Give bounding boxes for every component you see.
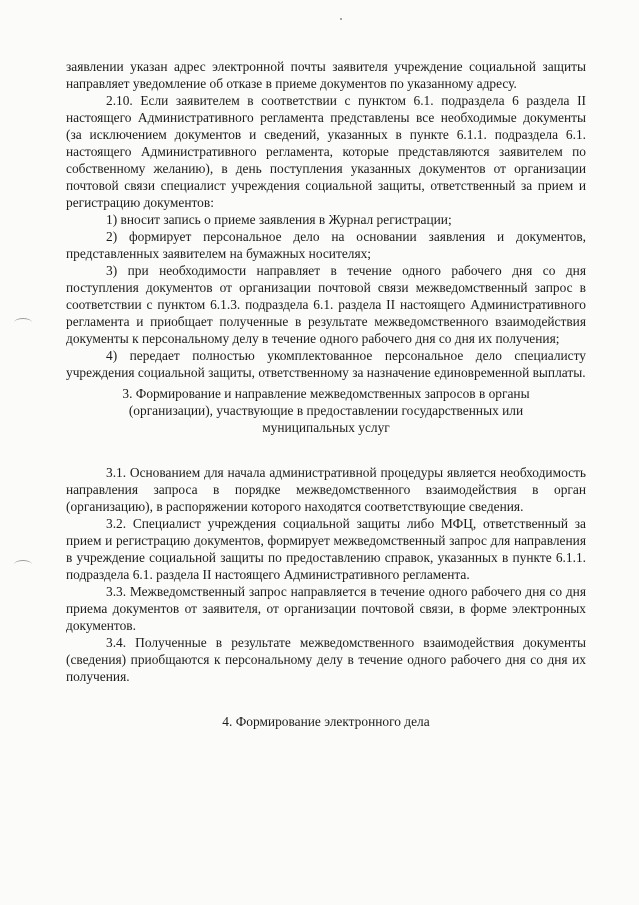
- paragraph-2-10: 2.10. Если заявителем в соответствии с пунктом 6.1. подраздела 6 раздела II настоящего Административного регламента представлены все необходимые документы (за исключением документов и сведений, указанных в пункте 6.1.1. подраздела 6.1. настоящего Административного регламента, которые представляются заявителем по собственному желанию), в день поступления указанных документов от организации почтовой связи специалист учреждения социальной защиты, ответственный за прием и регистрацию документов:: [66, 93, 586, 210]
- list-item-1: 1) вносит запись о приеме заявления в Журнал регистрации;: [106, 212, 452, 227]
- paragraph-3-2: 3.2. Специалист учреждения социальной защиты либо МФЦ, ответственный за прием и регистрацию документов, формирует межведомственный запрос для направления в учреждение социальной защиты по предоставлению справок, указанных в пункте 6.1.1. подраздела 6.1. раздела II настоящего Административного регламента.: [66, 516, 586, 582]
- scan-speck: [340, 18, 342, 20]
- list-item-3: 3) при необходимости направляет в течение одного рабочего дня со дня поступления документов от организации почтовой связи межведомственный запрос в соответствии с пунктом 6.1.3. подраздела 6.1. раздела II настоящего Административного регламента и приобщает полученные в результате межведомственного взаимодействия документы к персональному делу в течение одного рабочего дня со дня их получения;: [66, 263, 586, 346]
- document-body: [66, 58, 586, 730]
- list-item-2: 2) формирует персональное дело на основании заявления и документов, представленных заявителем на бумажных носителях;: [66, 229, 586, 261]
- paragraph-3-1: 3.1. Основанием для начала административной процедуры является необходимость направления запроса в порядке межведомственного взаимодействия в орган (организацию), в распоряжении которого находятся соответствующие сведения.: [66, 465, 586, 514]
- list-item-4: 4) передает полностью укомплектованное персональное дело специалисту учреждения социальной защиты, ответственному за назначение единовременной выплаты.: [66, 348, 586, 380]
- binding-hole-mark: [14, 560, 32, 569]
- section-heading-3: 3. Формирование и направление межведомственных запросов в органы (организации), участвующие в предоставлении государственных или муниципальных услуг: [122, 386, 530, 435]
- paragraph-3-4: 3.4. Полученные в результате межведомственного взаимодействия документы (сведения) приобщаются к персональному делу в течение одного рабочего дня со дня их получения.: [66, 635, 586, 684]
- binding-hole-mark: [14, 318, 32, 327]
- paragraph-3-3: 3.3. Межведомственный запрос направляется в течение одного рабочего дня со дня приема документов от заявителя, от организации почтовой связи, в форме электронных документов.: [66, 584, 586, 633]
- paragraph-intro: заявлении указан адрес электронной почты заявителя учреждение социальной защиты направляет уведомление об отказе в приеме документов по указанному адресу.: [66, 59, 586, 91]
- section-heading-4: 4. Формирование электронного дела: [222, 714, 430, 729]
